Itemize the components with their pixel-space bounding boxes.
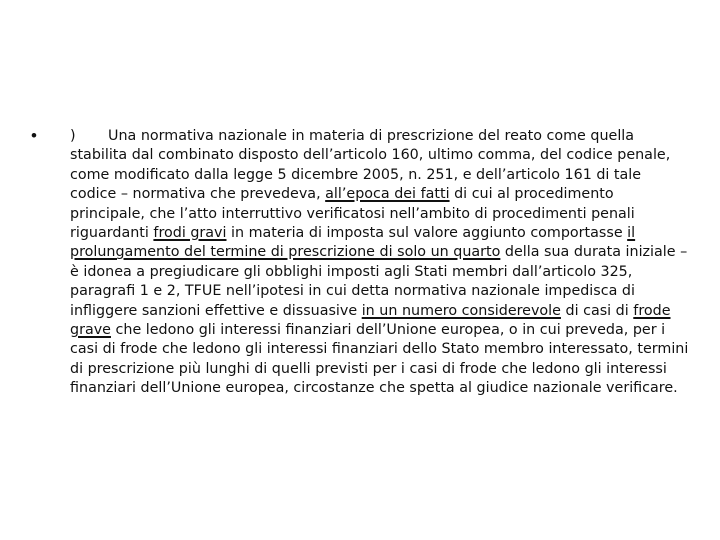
text-segment: in materia di imposta sul valore aggiunto comportasse — [226, 225, 628, 242]
text-segment: della sua durata iniziale – è idonea a pregiudicare gli obblighi imposti agli Stati membri dall’articolo 325, paragrafi 1 e 2, TFUE nell’ipotesi in cui detta normativa nazionale impedisca di infliggere sanzioni effettive e dissuasive — [70, 244, 688, 319]
underlined-phrase: frodi gravi — [153, 225, 227, 242]
underlined-phrase: frode grave — [70, 302, 671, 339]
text-segment: Una normativa nazionale in materia di prescrizione del reato come quella stabilita dal combinato disposto dell’articolo 160, ultimo comma, del codice penale, come modificato dalla legge 5 dicembre 2005, n. 251, e dell’articolo 161 di tale codice – normativa che prevedeva, — [70, 128, 671, 203]
text-segment: di casi di — [560, 302, 634, 319]
bullet-icon: • — [31, 126, 37, 145]
underlined-phrase: in un numero considerevole — [361, 302, 561, 319]
list-marker: ) — [70, 128, 76, 144]
text-segment: di cui al procedimento principale, che l’atto interruttivo verificatosi nell’ambito di procedimenti penali riguardanti — [70, 186, 635, 242]
body-paragraph — [70, 127, 690, 399]
underlined-phrase: all’epoca dei fatti — [325, 186, 450, 203]
underlined-phrase: il prolungamento del termine di prescrizione di solo un quarto — [70, 225, 636, 261]
text-segment: che ledono gli interessi finanziari dell’Unione europea, o in cui preveda, per i casi di frode che ledono gli interessi finanziari dello Stato membro interessato, termini di prescrizione più lunghi di quelli previsti per i casi di frode che ledono gli interessi finanziari dell’Unione europea, circostanze che spetta al giudice nazionale verificare. — [70, 322, 689, 397]
